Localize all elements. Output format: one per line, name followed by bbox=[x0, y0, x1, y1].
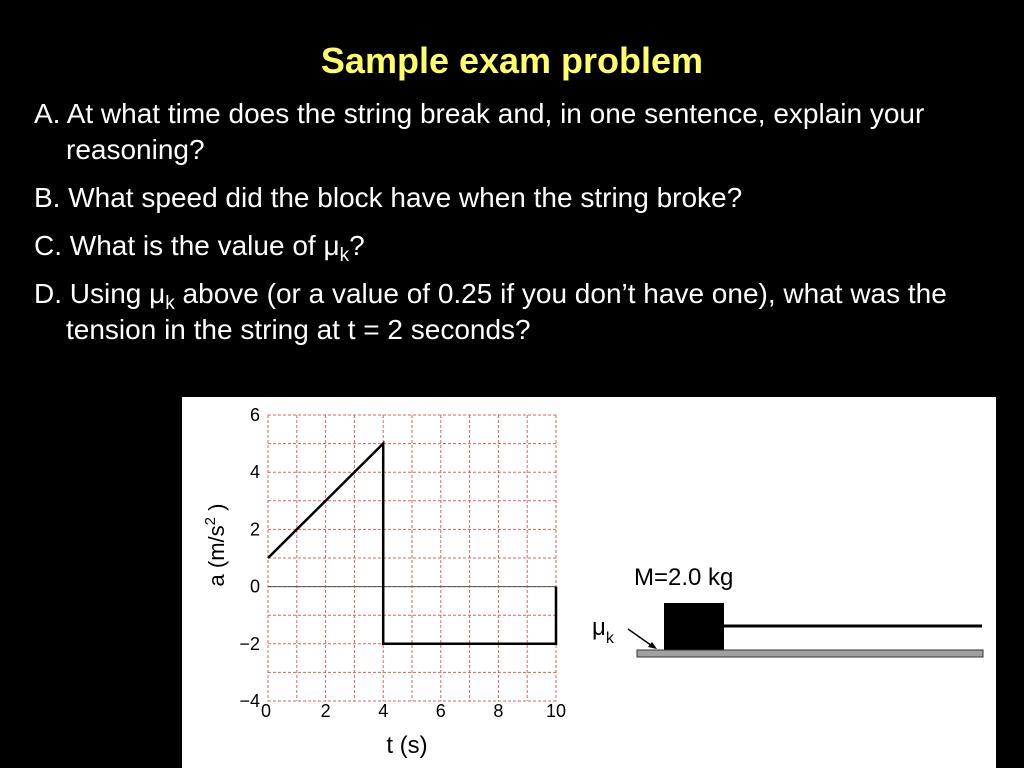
y-axis-label-superscript: 2 bbox=[202, 516, 219, 526]
question-c-text: C. What is the value of μ bbox=[34, 230, 340, 261]
figure-panel bbox=[182, 397, 996, 768]
question-d bbox=[34, 276, 994, 348]
y-axis-label-main: a (m/s bbox=[204, 525, 229, 587]
y-axis-label bbox=[202, 504, 229, 587]
x-tick-label: 10 bbox=[545, 701, 567, 721]
y-axis-label-end: ) bbox=[204, 503, 229, 517]
chart-series bbox=[268, 444, 556, 644]
y-tick-label: 2 bbox=[249, 519, 260, 540]
y-tick-label: −4 bbox=[239, 691, 260, 711]
mass-label: M=2.0 kg bbox=[634, 564, 734, 591]
mu-symbol: μ bbox=[592, 614, 606, 641]
question-c bbox=[34, 228, 994, 264]
y-tick-label: 6 bbox=[249, 405, 260, 425]
mu-subscript: k bbox=[605, 630, 614, 647]
question-d-subscript: k bbox=[165, 293, 175, 314]
y-tick-label: 4 bbox=[249, 462, 260, 483]
question-d-end: above (or a value of 0.25 if you don’t have one), what was the tension in the string at t = 2 seconds? bbox=[66, 278, 947, 345]
x-axis-label: t (s) bbox=[386, 732, 428, 759]
question-c-subscript: k bbox=[339, 245, 350, 266]
block bbox=[664, 603, 724, 650]
mu-label bbox=[592, 614, 615, 647]
y-tick-label: 0 bbox=[249, 576, 260, 597]
question-a bbox=[34, 96, 994, 168]
acceleration-series-line bbox=[268, 444, 556, 644]
y-tick-label: −2 bbox=[239, 633, 260, 654]
question-a-text: A. At what time does the string break and, in one sentence, explain your reasoning? bbox=[34, 98, 925, 165]
mu-arrowhead bbox=[648, 642, 657, 649]
question-d-text: D. Using μ bbox=[34, 278, 166, 309]
chart-grid bbox=[268, 415, 556, 701]
block-diagram bbox=[592, 564, 983, 657]
x-tick-label: 8 bbox=[493, 701, 504, 721]
question-c-end: ? bbox=[349, 230, 365, 261]
x-tick-label: 0 bbox=[260, 701, 272, 721]
acceleration-graph-and-block-diagram bbox=[182, 397, 996, 768]
question-b bbox=[34, 180, 994, 216]
x-tick-label: 4 bbox=[378, 701, 389, 721]
slide-title: Sample exam problem bbox=[320, 40, 704, 81]
x-tick-label: 2 bbox=[320, 701, 331, 721]
x-tick-label: 6 bbox=[435, 701, 446, 721]
surface bbox=[637, 650, 983, 657]
chart-tick-labels bbox=[239, 405, 566, 721]
question-list bbox=[34, 96, 994, 360]
question-b-text: B. What speed did the block have when the string broke? bbox=[34, 182, 743, 213]
